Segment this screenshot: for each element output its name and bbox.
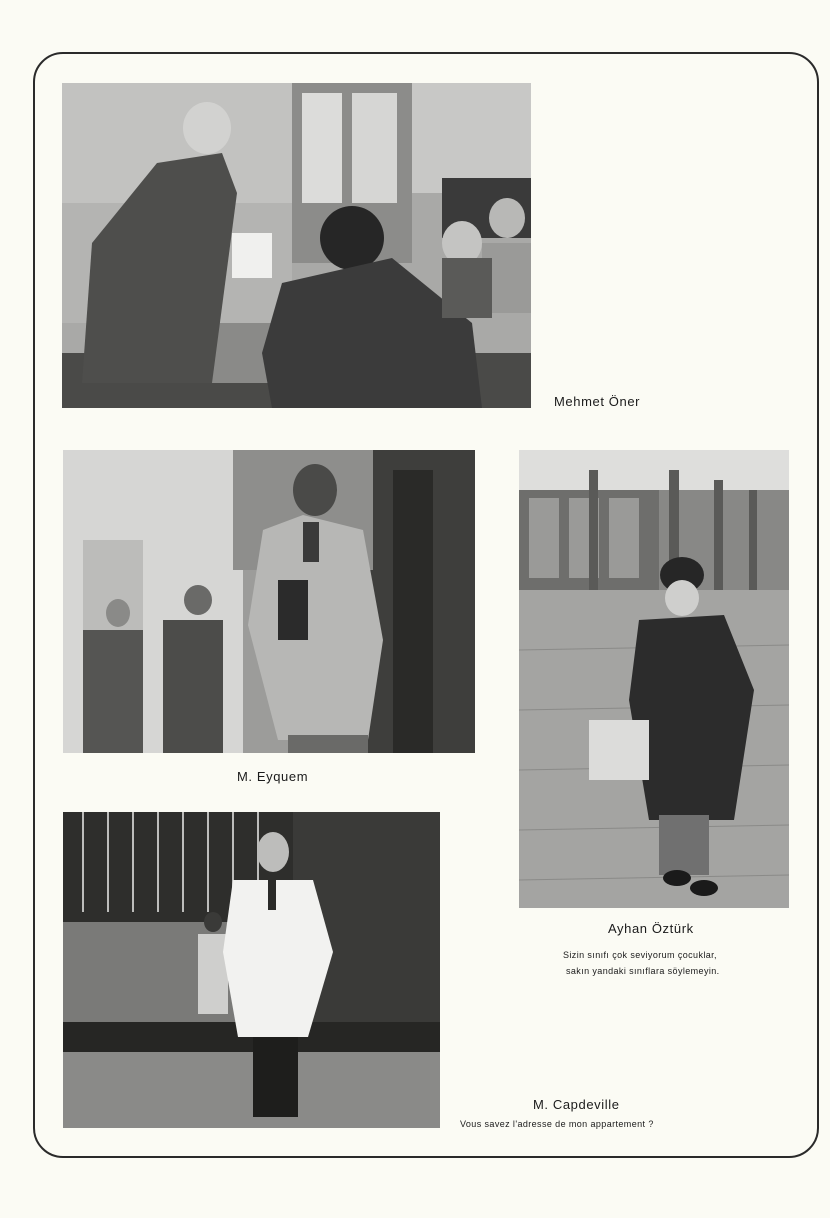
photo-ozturk bbox=[519, 450, 789, 908]
caption-capdeville: M. Capdeville bbox=[533, 1097, 620, 1112]
photo-eyquem bbox=[63, 450, 475, 753]
quote-ozturk-line-2: sakın yandaki sınıflara söylemeyin. bbox=[566, 966, 720, 976]
caption-oner: Mehmet Öner bbox=[554, 394, 641, 409]
quote-ozturk-line-1: Sizin sınıfı çok seviyorum çocuklar, bbox=[563, 950, 717, 960]
caption-eyquem: M. Eyquem bbox=[237, 769, 309, 784]
photo-capdeville bbox=[63, 812, 440, 1128]
photo-oner bbox=[62, 83, 531, 408]
quote-capdeville: Vous savez l'adresse de mon appartement ? bbox=[460, 1119, 654, 1129]
caption-ozturk: Ayhan Öztürk bbox=[608, 921, 694, 936]
